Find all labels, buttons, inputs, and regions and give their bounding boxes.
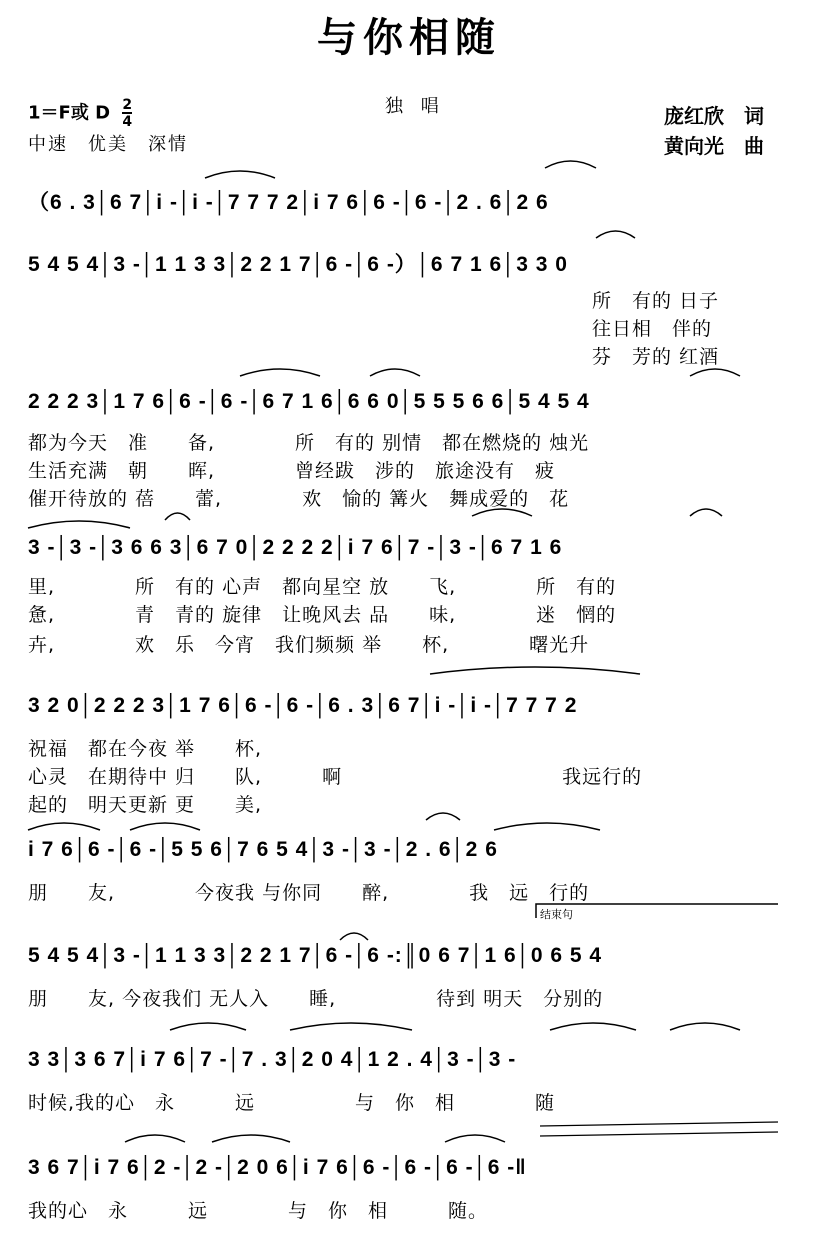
system-9-lyric-1: 我的心 永 远 与 你 相 随。 xyxy=(28,1200,489,1222)
slur-mark xyxy=(28,823,100,830)
performance-type: 独 唱 xyxy=(385,96,445,117)
system-5-lyric-2: 心灵 在期待中 归 队, 啊 我远行的 xyxy=(28,766,643,788)
system-7-notes: 5 4 5 4│3 -│1 1 3 3│2 2 1 7│6 -│6 -:║0 6 7│1 6│0 6 5 4 xyxy=(28,944,603,967)
slur-mark xyxy=(596,231,635,238)
system-7-lyric-1: 朋 友, 今夜我们 无人入 睡, 待到 明天 分别的 xyxy=(28,988,604,1010)
time-top: 2 xyxy=(122,97,133,113)
tempo-marking: 中速 优美 深情 xyxy=(28,134,188,155)
slur-mark xyxy=(130,823,200,830)
slur-mark xyxy=(340,933,368,940)
system-9-notes: 3 6 7│i 7 6│2 -│2 -│2 0 6│i 7 6│6 -│6 -│6 -│6 -‖ xyxy=(28,1156,527,1179)
slur-mark xyxy=(445,1135,505,1142)
time-signature xyxy=(122,98,132,129)
slur-mark xyxy=(28,521,130,528)
system-5-notes: 3 2 0│2 2 2 3│1 7 6│6 -│6 -│6 . 3│6 7│i -│i -│7 7 7 2 xyxy=(28,694,578,717)
slur-mark xyxy=(690,369,740,376)
system-8-notes: 3 3│3 6 7│i 7 6│7 -│7 . 3│2 0 4│1 2 . 4│3 -│3 - xyxy=(28,1048,517,1071)
key-signature xyxy=(28,98,132,129)
system-1-notes: （6 . 3│6 7│i -│i -│7 7 7 2│i 7 6│6 -│6 -│2 . 6│2 6 xyxy=(28,191,549,214)
system-2-lyric-2: 往日相 伴的 xyxy=(592,318,713,340)
system-4-lyric-2: 惫, 青 青的 旋律 让晚风去 品 味, 迷 惘的 xyxy=(28,604,617,626)
slur-mark xyxy=(430,667,640,674)
time-bottom: 4 xyxy=(122,114,133,130)
slur-mark xyxy=(690,509,722,516)
slur-mark xyxy=(165,513,190,520)
slur-mark xyxy=(370,369,420,376)
slur-mark xyxy=(212,1135,290,1142)
slur-mark xyxy=(290,1023,412,1030)
system-4-lyric-1: 里, 所 有的 心声 都向星空 放 飞, 所 有的 xyxy=(28,576,617,598)
system-6-lyric-1: 朋 友, 今夜我 与你同 醉, 我 远 行的 xyxy=(28,882,590,904)
slur-mark xyxy=(125,1135,185,1142)
key-text: 1＝F或 D xyxy=(28,102,111,124)
ending-label: 结束句 xyxy=(540,908,573,921)
system-3-lyric-1: 都为今天 准 备, 所 有的 别情 都在燃烧的 烛光 xyxy=(28,432,590,454)
slur-mark xyxy=(205,171,275,178)
system-2-lyric-3: 芬 芳的 红酒 xyxy=(592,346,720,368)
slur-mark xyxy=(670,1023,740,1030)
slur-mark xyxy=(426,813,460,820)
composer-credit: 黄向光 曲 xyxy=(664,134,764,158)
system-6-notes: i 7 6│6 -│6 -│5 5 6│7 6 5 4│3 -│3 -│2 . 6│2 6 xyxy=(28,838,498,861)
lyricist-credit: 庞红欣 词 xyxy=(664,104,764,128)
system-2-notes: 5 4 5 4│3 -│1 1 3 3│2 2 1 7│6 -│6 -）│6 7 1 6│3 3 0 xyxy=(28,253,568,276)
dynamic-line xyxy=(540,1122,778,1126)
slur-mark xyxy=(240,369,320,376)
song-title: 与你相随 xyxy=(317,15,501,61)
dynamic-line xyxy=(540,1132,778,1136)
system-3-lyric-2: 生活充满 朝 晖, 曾经跋 涉的 旅途没有 疲 xyxy=(28,460,556,482)
system-3-notes: 2 2 2 3│1 7 6│6 -│6 -│6 7 1 6│6 6 0│5 5 5 6 6│5 4 5 4 xyxy=(28,390,590,413)
slur-mark xyxy=(550,1023,636,1030)
slur-mark xyxy=(494,823,600,830)
system-3-lyric-3: 催开待放的 蓓 蕾, 欢 愉的 篝火 舞成爱的 花 xyxy=(28,488,570,510)
system-4-notes: 3 -│3 -│3 6 6 3│6 7 0│2 2 2 2│i 7 6│7 -│3 -│6 7 1 6 xyxy=(28,536,563,559)
system-5-lyric-3: 起的 明天更新 更 美, xyxy=(28,794,263,816)
system-8-lyric-1: 时候,我的心 永 远 与 你 相 随 xyxy=(28,1092,556,1114)
system-2-lyric-1: 所 有的 日子 xyxy=(592,290,720,312)
system-5-lyric-1: 祝福 都在今夜 举 杯, xyxy=(28,738,263,760)
slur-mark xyxy=(545,161,596,168)
system-4-lyric-3: 卉, 欢 乐 今宵 我们频频 举 杯, 曙光升 xyxy=(28,634,590,656)
slur-mark xyxy=(170,1023,246,1030)
